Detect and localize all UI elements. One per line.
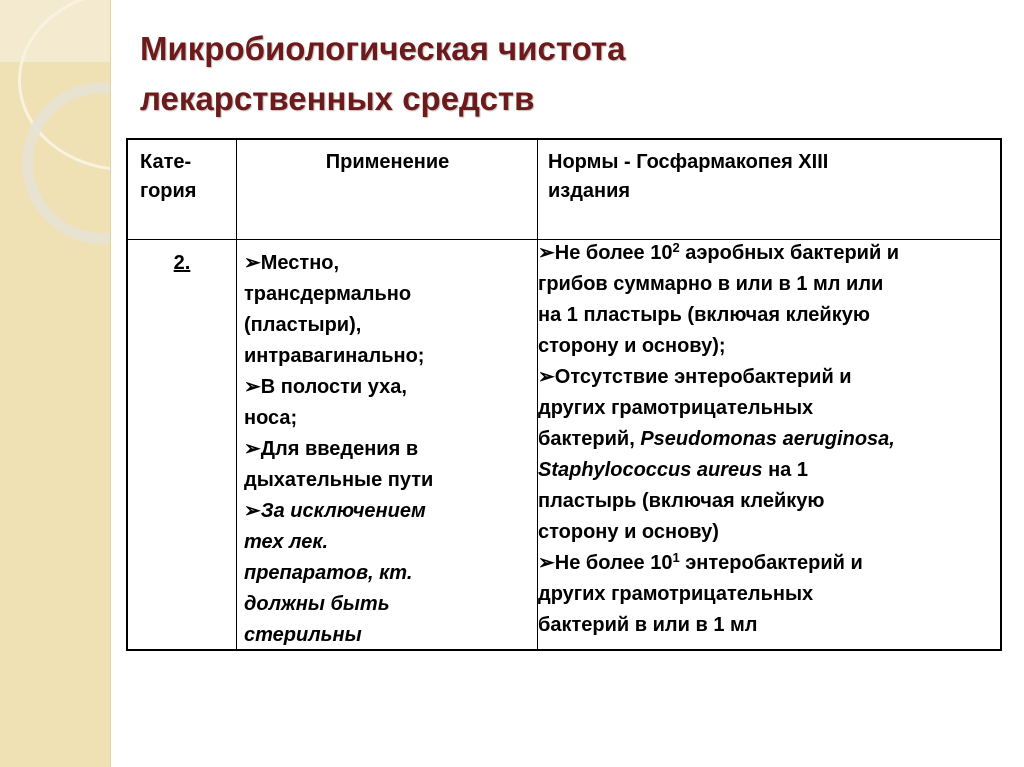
application-line: стерильны bbox=[244, 624, 362, 646]
norm-line: сторону и основу) bbox=[538, 521, 719, 543]
norm-line: других грамотрицательных bbox=[538, 583, 814, 605]
header-line: гория bbox=[140, 180, 197, 202]
norm-line: на 1 пластырь (включая клейкую bbox=[538, 304, 870, 326]
application-line: должны быть bbox=[244, 593, 390, 615]
norm-line: других грамотрицательных bbox=[538, 397, 814, 419]
slide-title bbox=[140, 24, 625, 124]
title-line: лекарственных средств bbox=[140, 80, 535, 117]
bullet-icon: ➢ bbox=[244, 438, 261, 460]
norm-item: ➢Не более $10^1$ энтеробактерий и bbox=[538, 550, 863, 574]
application-line: носа; bbox=[244, 407, 298, 429]
application-line: трансдермально bbox=[244, 283, 412, 305]
bullet-icon: ➢ bbox=[244, 252, 261, 274]
application-list bbox=[244, 248, 433, 651]
header-line: издания bbox=[548, 180, 631, 202]
decorative-sidebar bbox=[0, 0, 111, 767]
application-line: ➢За исключением bbox=[244, 500, 426, 522]
norm-line: пластырь (включая клейкую bbox=[538, 490, 825, 512]
header-norms bbox=[548, 148, 828, 206]
norms-list bbox=[538, 238, 899, 641]
header-category bbox=[140, 148, 196, 206]
application-line: ➢Для введения в bbox=[244, 438, 419, 460]
norms-table bbox=[126, 138, 1002, 651]
header-application: Применение bbox=[325, 151, 450, 173]
application-line: тех лек. bbox=[244, 531, 329, 553]
norm-item: ➢Отсутствие энтеробактерий и bbox=[538, 366, 852, 388]
bullet-icon: ➢ bbox=[538, 552, 555, 574]
bullet-icon: ➢ bbox=[538, 366, 555, 388]
application-line: ➢В полости уха, bbox=[244, 376, 407, 398]
category-value: 2. bbox=[173, 252, 191, 274]
norm-item: ➢Не более $10^2$ аэробных бактерий и bbox=[538, 240, 900, 264]
header-line: Нормы - Госфармакопея XIII bbox=[548, 151, 829, 173]
norm-line: Staphylococcus aureus на 1 bbox=[538, 459, 808, 481]
norm-line: бактерий в или в 1 мл bbox=[538, 614, 758, 636]
application-line: препаратов, кт. bbox=[244, 562, 413, 584]
bullet-icon: ➢ bbox=[538, 242, 555, 264]
bullet-icon: ➢ bbox=[244, 500, 261, 522]
application-line: дыхательные пути bbox=[244, 469, 434, 491]
application-line: интравагинально; bbox=[244, 345, 425, 367]
norm-line: грибов суммарно в или в 1 мл или bbox=[538, 273, 884, 295]
header-line: Кате- bbox=[140, 151, 192, 173]
application-line: (пластыри), bbox=[244, 314, 362, 336]
application-line: ➢Местно, bbox=[244, 252, 340, 274]
title-line: Микробиологическая чистота bbox=[140, 30, 626, 67]
norm-line: бактерий, Pseudomonas aeruginosa, bbox=[538, 428, 895, 450]
bullet-icon: ➢ bbox=[244, 376, 261, 398]
norm-line: сторону и основу); bbox=[538, 335, 726, 357]
